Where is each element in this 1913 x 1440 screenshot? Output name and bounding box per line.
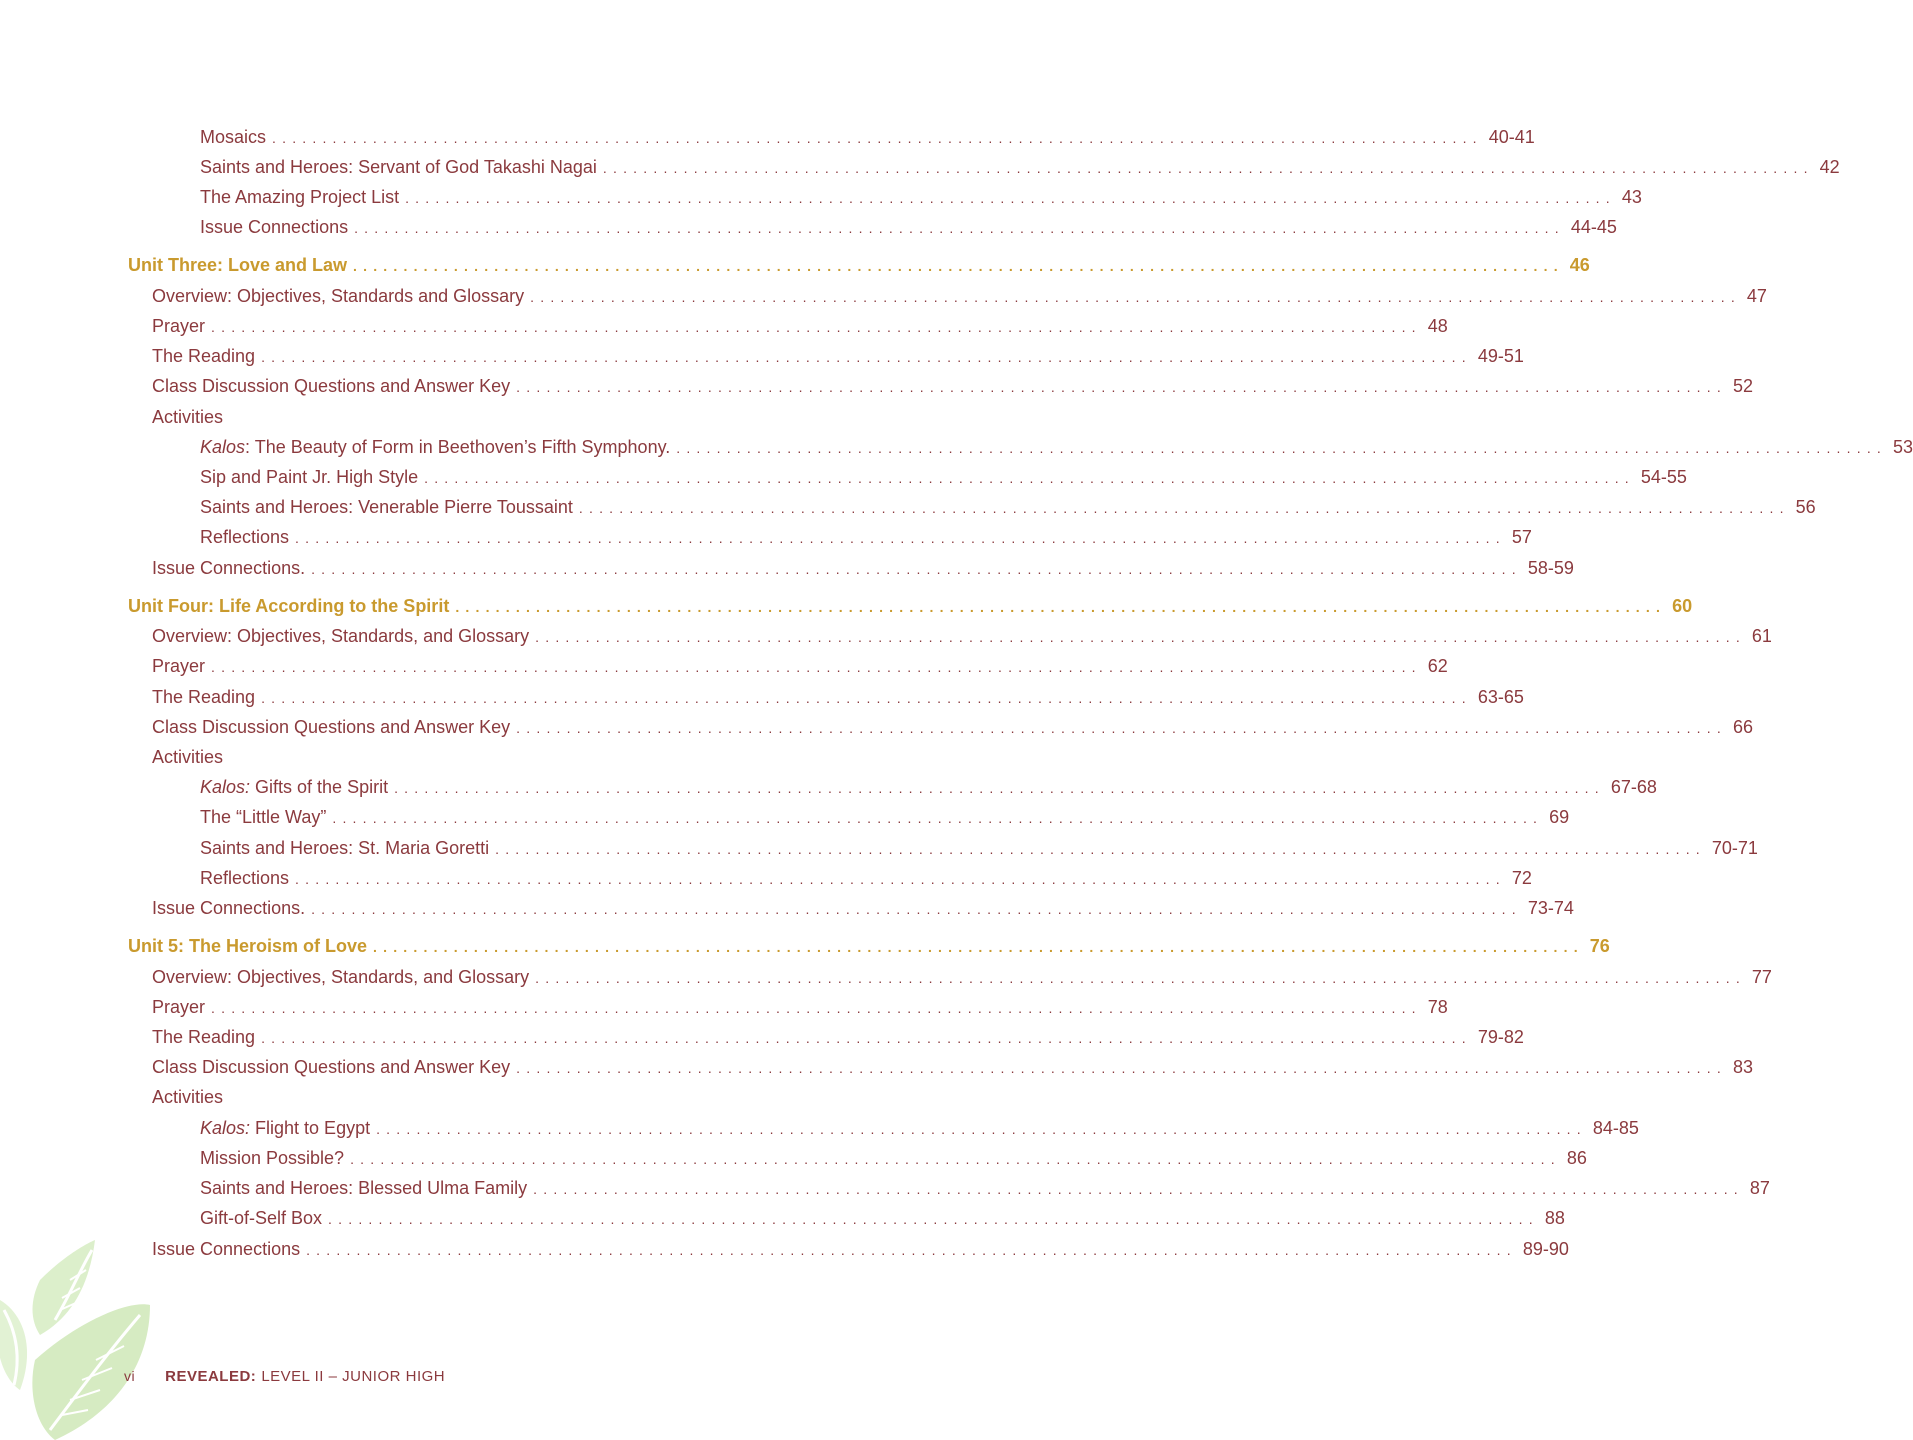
toc-entry-text: : The Beauty of Form in Beethoven’s Fifth Symphony. xyxy=(245,437,671,457)
toc-entry-text: Gifts of the Spirit xyxy=(250,777,389,797)
toc-entry-text: Issue Connections xyxy=(152,1239,301,1259)
toc-entry[interactable] xyxy=(200,184,1642,210)
toc-entry-text: The “Little Way” xyxy=(200,807,327,827)
toc-entry-title xyxy=(152,744,223,770)
toc-entry-text: Class Discussion Questions and Answer Key xyxy=(152,1057,511,1077)
toc-entry-text: Class Discussion Questions and Answer Key xyxy=(152,376,511,396)
dot-leader: ........................................................................................................................ xyxy=(373,939,1584,955)
toc-entry-title xyxy=(152,313,205,339)
toc-page-number: 60 xyxy=(1672,596,1693,616)
dot-leader: ........................................................................................................................ xyxy=(354,220,1565,236)
toc-unit-heading[interactable] xyxy=(128,933,1610,959)
toc-entry[interactable] xyxy=(200,1145,1587,1171)
toc-entry-text: Overview: Objectives, Standards, and Glossary xyxy=(152,967,530,987)
toc-entry-title xyxy=(152,895,305,921)
toc-page-number: 88 xyxy=(1544,1208,1565,1228)
toc-page-number: 66 xyxy=(1732,717,1753,737)
toc-page-number: 40-41 xyxy=(1488,127,1535,147)
toc-unit-heading[interactable] xyxy=(128,252,1590,278)
dot-leader: ........................................................................................................................ xyxy=(261,349,1472,365)
toc-entry-text: The Reading xyxy=(152,346,256,366)
toc-page-number: 78 xyxy=(1427,997,1448,1017)
toc-entry[interactable] xyxy=(200,154,1840,180)
toc-page-number: 84-85 xyxy=(1592,1118,1639,1138)
footer-page-number: vi xyxy=(124,1368,136,1384)
toc-entry-text: Activities xyxy=(152,407,224,427)
dot-leader: ........................................................................................................................ xyxy=(495,841,1706,857)
toc-entry-text: Activities xyxy=(152,747,224,767)
dot-leader: ........................................................................................................................ xyxy=(602,160,1814,176)
dot-leader: ........................................................................................................................ xyxy=(211,319,1422,335)
toc-entry-title xyxy=(128,593,449,619)
toc-entry-title xyxy=(200,494,573,520)
toc-entry-title xyxy=(200,214,348,240)
dot-leader: ........................................................................................................................ xyxy=(376,1121,1587,1137)
dot-leader: ........................................................................................................................ xyxy=(405,190,1616,206)
dot-leader: ........................................................................................................................ xyxy=(353,258,1564,274)
toc-entry[interactable] xyxy=(152,1236,1569,1262)
toc-entry-title xyxy=(200,464,418,490)
toc-entry[interactable] xyxy=(152,994,1448,1020)
toc-entry-title xyxy=(152,1024,255,1050)
toc-entry-text: Prayer xyxy=(152,997,206,1017)
toc-entry-text: Mission Possible? xyxy=(200,1148,345,1168)
toc-entry-text: Saints and Heroes: St. Maria Goretti xyxy=(200,838,490,858)
toc-entry-text: Gift-of-Self Box xyxy=(200,1208,323,1228)
dot-leader: ........................................................................................................................ xyxy=(516,1060,1727,1076)
dot-leader: ........................................................................................................................ xyxy=(272,130,1483,146)
toc-entry[interactable] xyxy=(152,373,1753,399)
toc-entry-text: Overview: Objectives, Standards and Glossary xyxy=(152,286,525,306)
toc-page-number: 52 xyxy=(1732,376,1753,396)
dot-leader: ........................................................................................................................ xyxy=(535,970,1746,986)
dot-leader: ........................................................................................................................ xyxy=(516,379,1727,395)
toc-entry[interactable] xyxy=(152,313,1448,339)
toc-entry-text: The Amazing Project List xyxy=(200,187,400,207)
toc-page-number: 79-82 xyxy=(1477,1027,1524,1047)
toc-entry-text: Unit 5: The Heroism of Love xyxy=(128,936,368,956)
dot-leader: ........................................................................................................................ xyxy=(530,289,1741,305)
toc-entry[interactable] xyxy=(152,623,1772,649)
dot-leader: ........................................................................................................................ xyxy=(332,810,1544,826)
toc-unit-heading[interactable] xyxy=(128,593,1693,619)
dot-leader: ........................................................................................................................ xyxy=(306,1242,1517,1258)
toc-entry-title xyxy=(200,124,266,150)
toc-entry[interactable] xyxy=(200,804,1570,830)
toc-page-number: 86 xyxy=(1566,1148,1587,1168)
toc-page-number: 62 xyxy=(1427,656,1448,676)
toc-page-number: 54-55 xyxy=(1640,467,1687,487)
toc-entry[interactable] xyxy=(152,283,1767,309)
toc-page-number: 69 xyxy=(1549,807,1570,827)
toc-entry-title xyxy=(152,623,529,649)
dot-leader: ........................................................................................................................ xyxy=(516,720,1727,736)
toc-entry[interactable] xyxy=(152,1054,1753,1080)
toc-entry-title xyxy=(200,835,489,861)
toc-entry-text: Class Discussion Questions and Answer Key xyxy=(152,717,511,737)
dot-leader: ........................................................................................................................ xyxy=(676,440,1888,456)
toc-page-number: 73-74 xyxy=(1527,898,1574,918)
toc-entry-title xyxy=(152,555,305,581)
toc-entry-title xyxy=(200,865,289,891)
toc-entry[interactable] xyxy=(152,1024,1524,1050)
toc-entry[interactable] xyxy=(152,343,1524,369)
toc-entry[interactable] xyxy=(200,214,1617,240)
toc-entry[interactable] xyxy=(200,865,1532,891)
toc-page-number: 42 xyxy=(1819,157,1840,177)
toc-entry-title xyxy=(152,1054,510,1080)
toc-entry-title xyxy=(200,804,326,830)
toc-entry-title xyxy=(200,1205,322,1231)
toc-entry-italic: Kalos: xyxy=(200,1118,251,1138)
toc-entry[interactable] xyxy=(152,653,1448,679)
toc-entry-title xyxy=(152,714,510,740)
toc-entry-title xyxy=(200,154,597,180)
toc-entry-title xyxy=(152,653,205,679)
toc-page-number: 56 xyxy=(1795,497,1816,517)
toc-entry-text: Sip and Paint Jr. High Style xyxy=(200,467,419,487)
toc-page-number: 70-71 xyxy=(1711,838,1758,858)
toc-entry-text: Saints and Heroes: Servant of God Takashi Nagai xyxy=(200,157,597,177)
toc-entry-text: Flight to Egypt xyxy=(250,1118,371,1138)
dot-leader: ........................................................................................................................ xyxy=(295,871,1506,887)
dot-leader: ........................................................................................................................ xyxy=(211,1000,1422,1016)
toc-page-number: 46 xyxy=(1569,255,1590,275)
toc-entry[interactable] xyxy=(200,835,1758,861)
toc-entry-text: The Reading xyxy=(152,687,256,707)
toc-entry-title xyxy=(200,774,388,800)
dot-leader: ........................................................................................................................ xyxy=(455,599,1667,615)
toc-page-number: 72 xyxy=(1511,868,1532,888)
dot-leader: ........................................................................................................................ xyxy=(535,629,1746,645)
toc-entry-title xyxy=(200,1145,344,1171)
toc-entry-title xyxy=(152,1236,300,1262)
toc-entry-text: Mosaics xyxy=(200,127,267,147)
toc-entry-title xyxy=(152,373,510,399)
toc-entry-text: Activities xyxy=(152,1087,224,1107)
toc-page-number: 77 xyxy=(1751,967,1772,987)
toc-entry-text: Overview: Objectives, Standards, and Glossary xyxy=(152,626,530,646)
toc-page-number: 43 xyxy=(1621,187,1642,207)
footer-brand: REVEALED: xyxy=(165,1368,257,1385)
leaf-decoration xyxy=(0,1240,160,1440)
toc-entry-italic: Kalos xyxy=(200,437,246,457)
toc-page-number: 53 xyxy=(1893,437,1913,457)
toc-entry-title xyxy=(200,1175,527,1201)
toc-entry[interactable] xyxy=(200,1115,1639,1141)
toc-entry-title xyxy=(152,283,524,309)
toc-entry-title xyxy=(128,252,347,278)
toc-page-number: 48 xyxy=(1427,316,1448,336)
toc-entry-text: Issue Connections. xyxy=(152,898,306,918)
dot-leader: ........................................................................................................................ xyxy=(261,690,1472,706)
toc-entry-title xyxy=(200,1115,370,1141)
toc-entry-title xyxy=(152,994,205,1020)
toc-page-number: 49-51 xyxy=(1477,346,1524,366)
toc-page-number: 57 xyxy=(1511,527,1532,547)
dot-leader: ........................................................................................................................ xyxy=(261,1030,1472,1046)
toc-entry[interactable] xyxy=(152,895,1574,921)
toc-entry[interactable] xyxy=(200,774,1657,800)
toc-page-number: 61 xyxy=(1751,626,1772,646)
toc-page-number: 87 xyxy=(1749,1178,1770,1198)
toc-entry-text: Reflections xyxy=(200,868,290,888)
toc-entry-title xyxy=(128,933,367,959)
toc-entry-title xyxy=(152,404,223,430)
toc-entry-text: Prayer xyxy=(152,656,206,676)
toc-page-number: 89-90 xyxy=(1522,1239,1569,1259)
toc-entry[interactable] xyxy=(152,1084,993,1110)
dot-leader: ........................................................................................................................ xyxy=(533,1181,1744,1197)
toc-page-number: 76 xyxy=(1589,936,1610,956)
dot-leader: ........................................................................................................................ xyxy=(295,530,1506,546)
toc-page-number: 63-65 xyxy=(1477,687,1524,707)
toc-entry-text: Unit Three: Love and Law xyxy=(128,255,348,275)
toc-entry-text: Issue Connections. xyxy=(152,558,306,578)
toc-entry[interactable] xyxy=(200,124,1535,150)
toc-entry[interactable] xyxy=(200,494,1816,520)
page-footer xyxy=(124,1368,445,1390)
toc-entry[interactable] xyxy=(200,434,1913,460)
toc-entry-text: Saints and Heroes: Venerable Pierre Toussaint xyxy=(200,497,573,517)
toc-entry[interactable] xyxy=(200,464,1687,490)
toc-entry[interactable] xyxy=(152,964,1772,990)
toc-entry[interactable] xyxy=(152,555,1574,581)
toc-page-number: 83 xyxy=(1732,1057,1753,1077)
toc-entry-text: Saints and Heroes: Blessed Ulma Family xyxy=(200,1178,528,1198)
toc-entry-italic: Kalos: xyxy=(200,777,251,797)
toc-entry-title xyxy=(200,524,289,550)
dot-leader: ........................................................................................................................ xyxy=(350,1151,1561,1167)
footer-subtitle: LEVEL II – JUNIOR HIGH xyxy=(261,1368,446,1385)
dot-leader: ........................................................................................................................ xyxy=(328,1211,1539,1227)
dot-leader: ........................................................................................................................ xyxy=(578,500,1790,516)
dot-leader: ........................................................................................................................ xyxy=(311,561,1522,577)
toc-entry-title xyxy=(200,434,670,460)
toc-page-number: 47 xyxy=(1746,286,1767,306)
toc-entry-text: Issue Connections xyxy=(200,217,349,237)
toc-entry[interactable] xyxy=(200,524,1532,550)
dot-leader: ........................................................................................................................ xyxy=(211,659,1422,675)
dot-leader: ........................................................................................................................ xyxy=(394,780,1605,796)
toc-entry-text: The Reading xyxy=(152,1027,256,1047)
toc-entry-text: Prayer xyxy=(152,316,206,336)
toc-entry-text: Reflections xyxy=(200,527,290,547)
toc-entry[interactable] xyxy=(152,684,1524,710)
toc-entry-title xyxy=(200,184,399,210)
toc-entry[interactable] xyxy=(152,404,993,430)
toc-entry[interactable] xyxy=(152,714,1753,740)
toc-entry[interactable] xyxy=(200,1205,1565,1231)
toc-page-number: 67-68 xyxy=(1610,777,1657,797)
toc-page-number: 44-45 xyxy=(1570,217,1617,237)
toc-entry[interactable] xyxy=(200,1175,1770,1201)
dot-leader: ........................................................................................................................ xyxy=(311,901,1522,917)
toc-entry-title xyxy=(152,1084,223,1110)
toc-entry-text: Unit Four: Life According to the Spirit xyxy=(128,596,450,616)
toc-entry-title xyxy=(152,343,255,369)
toc-page-number: 58-59 xyxy=(1527,558,1574,578)
toc-entry-title xyxy=(152,964,529,990)
dot-leader: ........................................................................................................................ xyxy=(424,470,1635,486)
toc-entry-title xyxy=(152,684,255,710)
toc-entry[interactable] xyxy=(152,744,993,770)
